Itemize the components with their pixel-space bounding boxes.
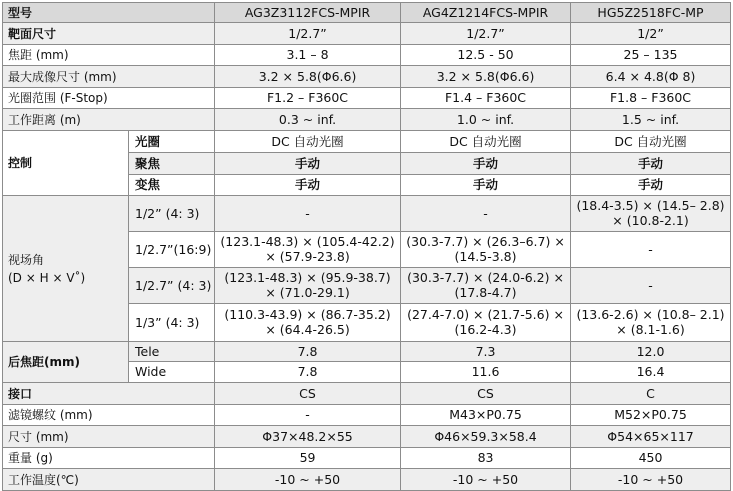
sub-label: Tele — [129, 342, 215, 362]
cell: 1/2” — [571, 23, 731, 45]
cell: 6.4 × 4.8(Φ 8) — [571, 66, 731, 88]
sub-label: 1/3” (4: 3) — [129, 304, 215, 342]
row-label: 工作温度(℃) — [3, 469, 215, 491]
cell: (18.4-3.5) × (14.5– 2.8) × (10.8-2.1) — [571, 196, 731, 232]
control-label: 控制 — [3, 131, 129, 196]
header-label: 型号 — [3, 3, 215, 23]
cell: CS — [401, 383, 571, 405]
cell: 7.8 — [215, 362, 401, 383]
cell: F1.8 – F360C — [571, 88, 731, 109]
cell: Φ54×65×117 — [571, 426, 731, 448]
cell: 手动 — [401, 175, 571, 196]
back-focal-tele-row — [3, 342, 731, 362]
cell: Φ46×59.3×58.4 — [401, 426, 571, 448]
cell: 450 — [571, 448, 731, 469]
row-label: 工作距离 (m) — [3, 109, 215, 131]
weight-row — [3, 448, 731, 469]
max-image-row — [3, 66, 731, 88]
cell: -10 ~ +50 — [571, 469, 731, 491]
control-iris-row — [3, 131, 731, 153]
sub-label: Wide — [129, 362, 215, 383]
cell: M43×P0.75 — [401, 405, 571, 426]
sub-label: 光圈 — [129, 131, 215, 153]
sub-label: 1/2” (4: 3) — [129, 196, 215, 232]
back-focal-label: 后焦距(mm) — [3, 342, 129, 383]
cell: 83 — [401, 448, 571, 469]
row-label: 重量 (g) — [3, 448, 215, 469]
spec-table — [2, 2, 731, 491]
sub-label: 1/2.7”(16:9) — [129, 232, 215, 268]
cell: 手动 — [571, 153, 731, 175]
cell: CS — [215, 383, 401, 405]
cell: 7.8 — [215, 342, 401, 362]
cell: 7.3 — [401, 342, 571, 362]
row-label: 滤镜螺纹 (mm) — [3, 405, 215, 426]
header-row — [3, 3, 731, 23]
row-label: 焦距 (mm) — [3, 45, 215, 66]
cell: DC 自动光圈 — [401, 131, 571, 153]
cell: 1.5 ~ inf. — [571, 109, 731, 131]
mount-row — [3, 383, 731, 405]
fov-label-line2: (D × H × V˚) — [8, 270, 86, 285]
cell: F1.2 – F360C — [215, 88, 401, 109]
row-label: 靶面尺寸 — [3, 23, 215, 45]
sub-label: 聚焦 — [129, 153, 215, 175]
cell: F1.4 – F360C — [401, 88, 571, 109]
sub-label: 1/2.7” (4: 3) — [129, 268, 215, 304]
cell: (30.3-7.7) × (24.0-6.2) × (17.8-4.7) — [401, 268, 571, 304]
cell: - — [571, 268, 731, 304]
row-label: 尺寸 (mm) — [3, 426, 215, 448]
cell: DC 自动光圈 — [215, 131, 401, 153]
cell: 手动 — [215, 153, 401, 175]
cell: - — [215, 405, 401, 426]
cell: 手动 — [215, 175, 401, 196]
temperature-row — [3, 469, 731, 491]
cell: Φ37×48.2×55 — [215, 426, 401, 448]
cell: - — [401, 196, 571, 232]
cell: 11.6 — [401, 362, 571, 383]
focal-row — [3, 45, 731, 66]
cell: 3.2 × 5.8(Φ6.6) — [401, 66, 571, 88]
fov-label — [3, 196, 129, 342]
cell: 0.3 ~ inf. — [215, 109, 401, 131]
format-row — [3, 23, 731, 45]
model-name: HG5Z2518FC-MP — [571, 3, 731, 23]
cell: 3.2 × 5.8(Φ6.6) — [215, 66, 401, 88]
cell: 手动 — [571, 175, 731, 196]
cell: -10 ~ +50 — [215, 469, 401, 491]
cell: 1/2.7” — [401, 23, 571, 45]
cell: (13.6-2.6) × (10.8– 2.1) × (8.1-1.6) — [571, 304, 731, 342]
aperture-row — [3, 88, 731, 109]
cell: -10 ~ +50 — [401, 469, 571, 491]
model-name: AG3Z3112FCS-MPIR — [215, 3, 401, 23]
cell: - — [571, 232, 731, 268]
cell: M52×P0.75 — [571, 405, 731, 426]
cell: 1.0 ~ inf. — [401, 109, 571, 131]
cell: 3.1 – 8 — [215, 45, 401, 66]
cell: 16.4 — [571, 362, 731, 383]
filter-row — [3, 405, 731, 426]
cell: 手动 — [401, 153, 571, 175]
row-label: 最大成像尺寸 (mm) — [3, 66, 215, 88]
cell: 59 — [215, 448, 401, 469]
cell: 25 – 135 — [571, 45, 731, 66]
dimension-row — [3, 426, 731, 448]
cell: 12.0 — [571, 342, 731, 362]
fov-label-line1: 视场角 — [8, 252, 45, 267]
cell: 1/2.7” — [215, 23, 401, 45]
cell: (123.1-48.3) × (105.4-42.2) × (57.9-23.8) — [215, 232, 401, 268]
cell: DC 自动光圈 — [571, 131, 731, 153]
cell: (27.4-7.0) × (21.7-5.6) × (16.2-4.3) — [401, 304, 571, 342]
fov-row — [3, 196, 731, 232]
cell: 12.5 - 50 — [401, 45, 571, 66]
working-distance-row — [3, 109, 731, 131]
sub-label: 变焦 — [129, 175, 215, 196]
row-label: 光圈范围 (F-Stop) — [3, 88, 215, 109]
cell: - — [215, 196, 401, 232]
model-name: AG4Z1214FCS-MPIR — [401, 3, 571, 23]
cell: (30.3-7.7) × (26.3–6.7) × (14.5-3.8) — [401, 232, 571, 268]
cell: (110.3-43.9) × (86.7-35.2) × (64.4-26.5) — [215, 304, 401, 342]
cell: (123.1-48.3) × (95.9-38.7) × (71.0-29.1) — [215, 268, 401, 304]
cell: C — [571, 383, 731, 405]
row-label: 接口 — [3, 383, 215, 405]
